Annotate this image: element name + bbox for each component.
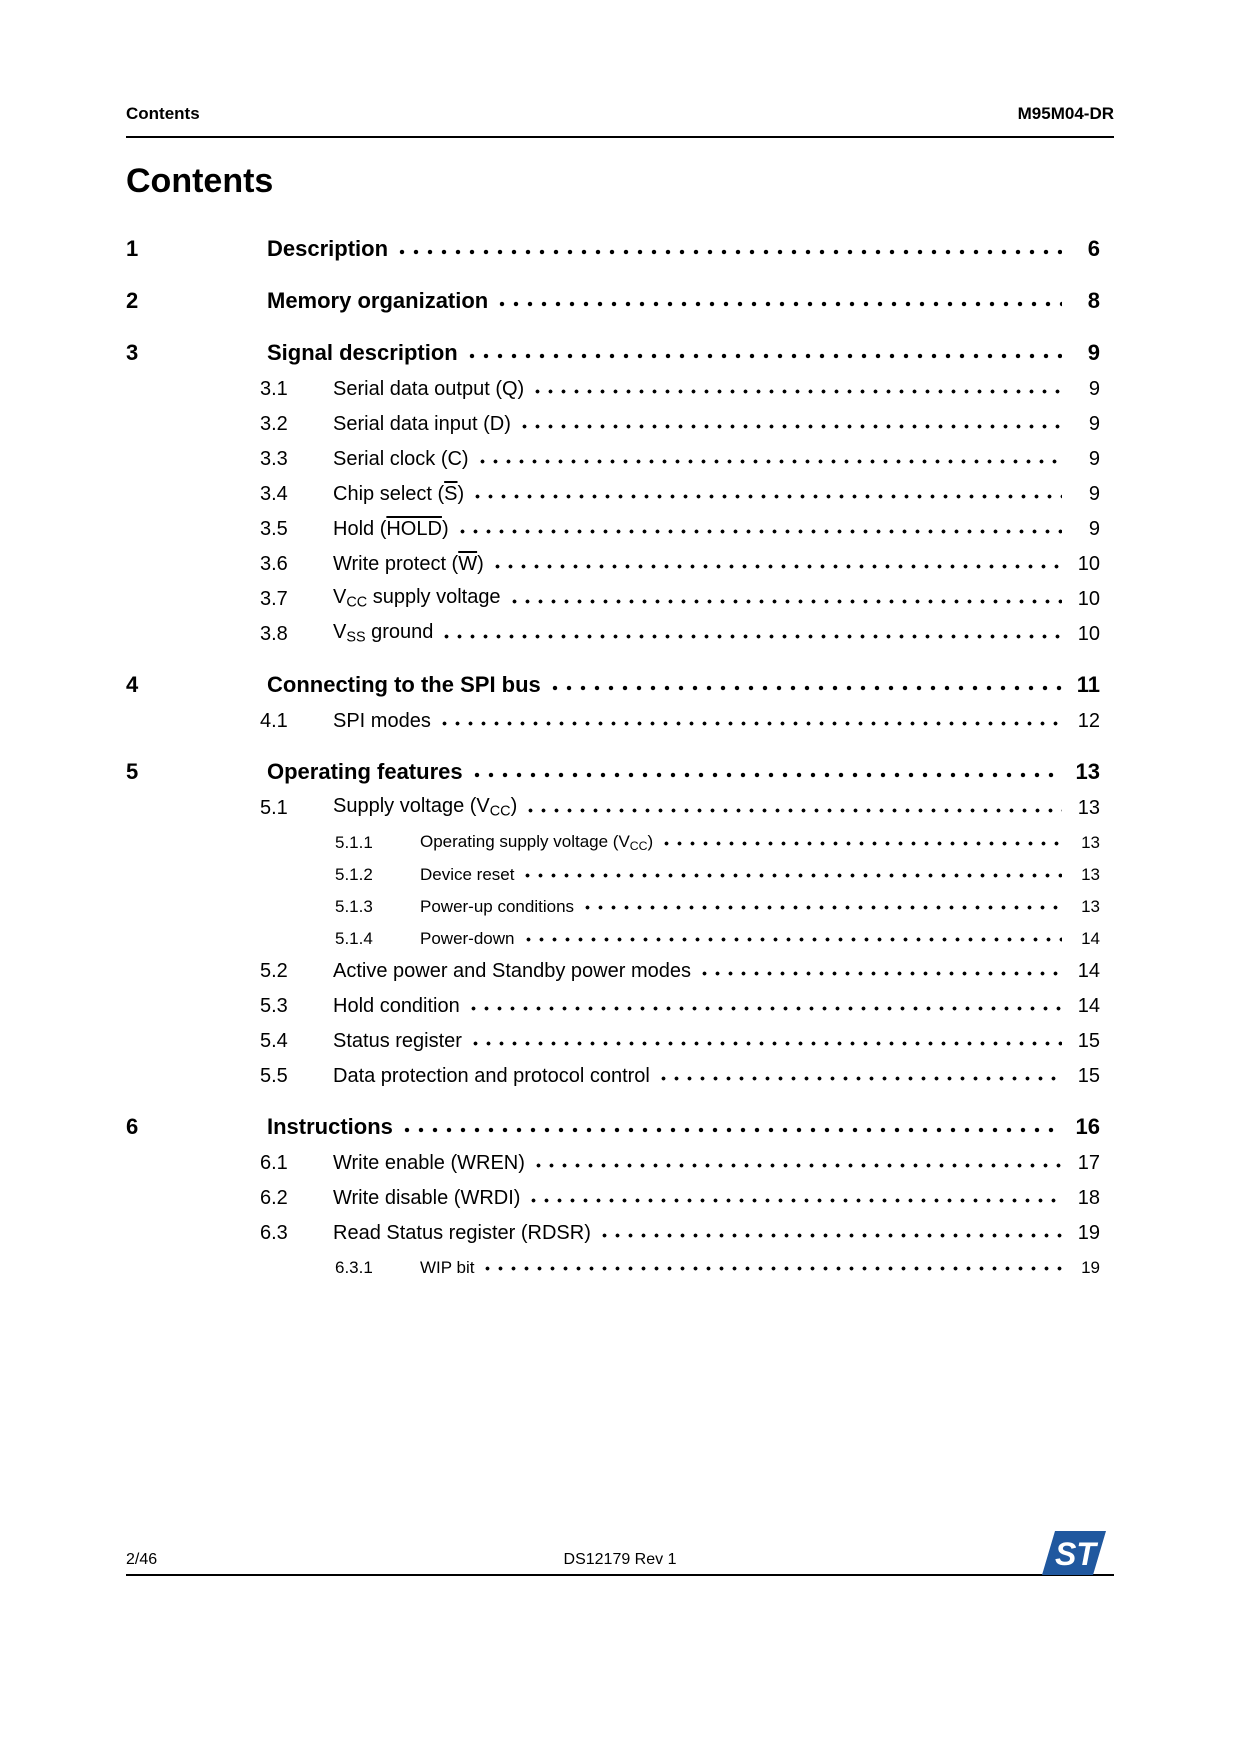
- dot-leader: [476, 455, 1062, 468]
- toc-entry-page: 13: [1077, 797, 1100, 819]
- toc-entry-title: Operating features: [267, 759, 463, 784]
- toc-entry-page: 13: [1081, 897, 1100, 916]
- toc-row[interactable]: [126, 794, 1100, 820]
- dot-leader: [581, 901, 1062, 914]
- toc-entry-title: Hold (HOLD): [333, 518, 449, 540]
- toc-entry-page: 19: [1077, 1222, 1100, 1244]
- toc-entry-title: Memory organization: [267, 288, 489, 313]
- toc-entry-page: 15: [1077, 1065, 1100, 1087]
- toc-entry-title: Supply voltage $(V_{CC})$: [333, 795, 518, 820]
- toc-entry-number: 5: [126, 759, 139, 784]
- dot-leader: [456, 525, 1062, 538]
- toc-entry-title: SPI modes: [333, 710, 431, 732]
- toc-entry-number: 3.5: [260, 518, 288, 540]
- dot-leader: [508, 595, 1062, 608]
- toc-entry-title: Serial clock (C): [333, 448, 469, 470]
- dot-leader: [470, 768, 1062, 782]
- dot-leader: [469, 1037, 1062, 1050]
- toc-entry-page: 13: [1081, 833, 1100, 852]
- toc-entry-title: Description: [267, 236, 389, 261]
- page-footer: [126, 1518, 1114, 1576]
- toc-row[interactable]: [126, 861, 1100, 885]
- dot-leader: [440, 630, 1062, 643]
- toc-entry-page: 9: [1088, 378, 1100, 400]
- toc-entry-number: 1: [126, 236, 139, 261]
- toc-row[interactable]: [126, 515, 1100, 541]
- toc-entry-title: Status register: [333, 1030, 462, 1052]
- toc-row[interactable]: [126, 992, 1100, 1018]
- toc-row[interactable]: [126, 234, 1100, 262]
- dot-leader: [524, 804, 1062, 817]
- toc-entry-page: 12: [1077, 710, 1100, 732]
- toc-entry-title: Operating supply voltage $(V_{CC})$: [420, 831, 654, 853]
- toc-row[interactable]: [126, 375, 1100, 401]
- toc-entry-number: 5.2: [260, 960, 288, 982]
- toc-entry-title: Write enable (WREN): [333, 1152, 525, 1174]
- dot-leader: [465, 349, 1062, 363]
- toc-row[interactable]: [126, 286, 1100, 314]
- toc-entry-title: Write protect $(\overline{W})$: [333, 553, 484, 575]
- toc-row[interactable]: [126, 957, 1100, 983]
- toc-row[interactable]: [126, 925, 1100, 949]
- toc-entry-title: $V_{SS}$ ground: [333, 621, 434, 646]
- dot-leader: [548, 681, 1062, 695]
- toc-entry-page: 18: [1077, 1187, 1100, 1209]
- toc-row[interactable]: [126, 445, 1100, 471]
- toc-entry-title: Data protection and protocol control: [333, 1065, 650, 1087]
- toc-row[interactable]: [126, 550, 1100, 576]
- toc-entry-number: 5.1: [260, 797, 288, 819]
- toc-entry-title: Chip select $(\overline{S})$: [333, 483, 465, 505]
- toc-entry-number: 3.6: [260, 553, 288, 575]
- toc-row[interactable]: [126, 620, 1100, 646]
- toc-row[interactable]: [126, 410, 1100, 436]
- toc-entry-page: 14: [1081, 929, 1100, 948]
- toc-row[interactable]: [126, 1184, 1100, 1210]
- toc-entry-number: 3.4: [260, 483, 288, 505]
- toc-entry-page: 6: [1087, 236, 1100, 261]
- toc-entry-number: 5.1.1: [335, 833, 373, 852]
- toc-row[interactable]: [126, 829, 1100, 853]
- toc-entry-number: 6.3.1: [335, 1258, 373, 1277]
- toc-entry-page: 19: [1081, 1258, 1100, 1277]
- toc-entry-page: 14: [1077, 995, 1100, 1017]
- toc-entry-page: 9: [1087, 340, 1100, 365]
- toc-entry-title: Read Status register (RDSR): [333, 1222, 591, 1244]
- toc-entry-number: 6.2: [260, 1187, 288, 1209]
- dot-leader: [532, 1159, 1062, 1172]
- toc-entry-page: 15: [1077, 1030, 1100, 1052]
- toc-entry-title: Connecting to the SPI bus: [267, 672, 541, 697]
- dot-leader: [395, 245, 1062, 259]
- toc-entry-page: 9: [1088, 518, 1100, 540]
- toc-entry-page: 10: [1077, 623, 1100, 645]
- toc-row[interactable]: [126, 707, 1100, 733]
- toc-entry-number: 3.2: [260, 413, 288, 435]
- toc-row[interactable]: [126, 1112, 1100, 1140]
- dot-leader: [400, 1123, 1062, 1137]
- dot-leader: [467, 1002, 1062, 1015]
- dot-leader: [518, 420, 1062, 433]
- toc-entry-page: 14: [1077, 960, 1100, 982]
- toc-entry-title: WIP bit: [420, 1258, 475, 1277]
- toc-entry-page: 13: [1075, 759, 1100, 784]
- toc-entry-page: 9: [1088, 413, 1100, 435]
- svg-text:ST: ST: [1055, 1536, 1096, 1572]
- toc-entry-number: 5.4: [260, 1030, 288, 1052]
- toc-entry-page: 10: [1077, 553, 1100, 575]
- page-header: [126, 0, 1114, 124]
- toc-row[interactable]: [126, 670, 1100, 698]
- dot-leader: [438, 717, 1062, 730]
- footer-doc-reference: DS12179 Rev 1: [563, 1551, 677, 1568]
- dot-leader: [531, 385, 1062, 398]
- dot-leader: [660, 837, 1062, 850]
- toc-row[interactable]: [126, 1219, 1100, 1245]
- toc-entry-page: 11: [1076, 672, 1100, 697]
- toc-entry-number: 6.1: [260, 1152, 288, 1174]
- toc-row[interactable]: [126, 338, 1100, 366]
- dot-leader: [471, 490, 1062, 503]
- toc-entry-number: 2: [126, 288, 139, 313]
- toc-entry-title: Serial data output (Q): [333, 378, 525, 400]
- toc-entry-title: Active power and Standby power modes: [333, 960, 691, 982]
- dot-leader: [657, 1072, 1062, 1085]
- toc-entry-page: 16: [1075, 1114, 1100, 1139]
- toc-row[interactable]: [126, 1027, 1100, 1053]
- dot-leader: [598, 1229, 1062, 1242]
- toc-entry-number: 5.3: [260, 995, 288, 1017]
- toc-row[interactable]: [126, 757, 1100, 785]
- dot-leader: [527, 1194, 1062, 1207]
- toc-entry-page: 17: [1077, 1152, 1100, 1174]
- toc-entry-number: 5.5: [260, 1065, 288, 1087]
- toc-entry-title: Device reset: [420, 865, 515, 884]
- toc-entry-number: 6: [126, 1114, 139, 1139]
- toc-entry-page: 9: [1088, 448, 1100, 470]
- toc-entry-page: 8: [1087, 288, 1100, 313]
- toc-entry-page: 9: [1088, 483, 1100, 505]
- toc-entry-number: 6.3: [260, 1222, 288, 1244]
- toc-row[interactable]: [126, 585, 1100, 611]
- toc-entry-title: Instructions: [267, 1114, 393, 1139]
- toc-row[interactable]: [126, 1062, 1100, 1088]
- toc-entry-number: 3.8: [260, 623, 288, 645]
- toc-entry-number: 3.3: [260, 448, 288, 470]
- dot-leader: [521, 869, 1062, 882]
- toc-entry-number: 3: [126, 340, 139, 365]
- toc: [126, 234, 1114, 1278]
- toc-entry-number: 3.7: [260, 588, 288, 610]
- toc-entry-title: Write disable (WRDI): [333, 1187, 521, 1209]
- toc-row[interactable]: [126, 1254, 1100, 1278]
- dot-leader: [495, 297, 1062, 311]
- toc-entry-number: 5.1.2: [335, 865, 373, 884]
- toc-row[interactable]: [126, 893, 1100, 917]
- dot-leader: [698, 967, 1062, 980]
- toc-entry-title: Power-up conditions: [420, 897, 575, 916]
- st-logo-icon: [1040, 1529, 1108, 1577]
- toc-entry-number: 4: [126, 672, 139, 697]
- dot-leader: [522, 933, 1063, 946]
- toc-entry-number: 5.1.3: [335, 897, 373, 916]
- toc-entry-title: Hold condition: [333, 995, 460, 1017]
- header-rule: [126, 136, 1114, 138]
- header-part-number: M95M04-DR: [1017, 104, 1114, 123]
- footer-page-number: 2/46: [126, 1551, 158, 1568]
- toc-entry-number: 5.1.4: [335, 929, 373, 948]
- dot-leader: [491, 560, 1062, 573]
- toc-entry-title: Serial data input (D): [333, 413, 511, 435]
- toc-entry-number: 3.1: [260, 378, 288, 400]
- dot-leader: [481, 1262, 1062, 1275]
- toc-entry-title: Power-down: [420, 929, 515, 948]
- toc-entry-page: 13: [1081, 865, 1100, 884]
- header-running-title: Contents: [126, 104, 200, 123]
- toc-entry-title: Signal description: [267, 340, 458, 365]
- toc-entry-number: 4.1: [260, 710, 288, 732]
- toc-entry-page: 10: [1077, 588, 1100, 610]
- toc-row[interactable]: [126, 480, 1100, 506]
- toc-row[interactable]: [126, 1149, 1100, 1175]
- toc-entry-title: $V_{CC}$ supply voltage: [333, 586, 501, 611]
- page-title: Contents: [126, 162, 274, 200]
